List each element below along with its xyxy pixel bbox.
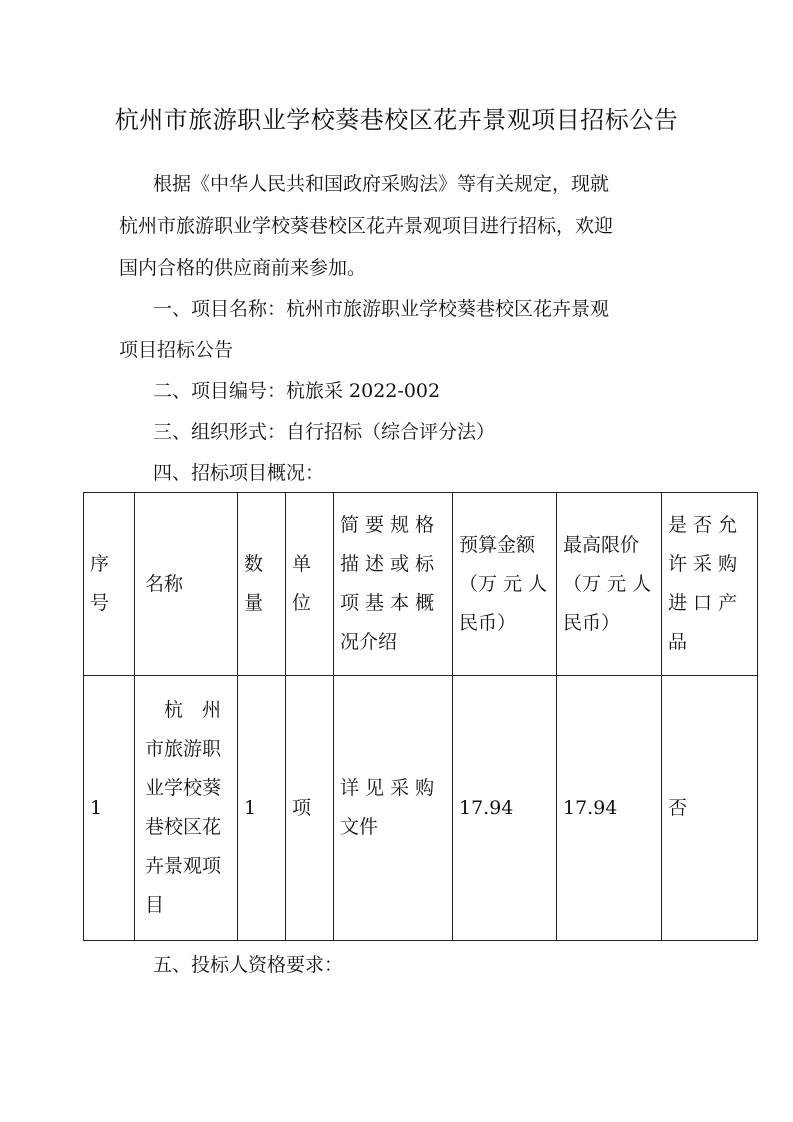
project-overview-table bbox=[83, 492, 758, 941]
header-import-allowed bbox=[662, 493, 758, 676]
cell-index bbox=[84, 676, 135, 941]
header-description bbox=[334, 493, 453, 676]
header-import-line: 进 口 产 bbox=[668, 592, 738, 614]
header-budget-line: （万 元 人 bbox=[459, 572, 548, 595]
section-5: 五、投标人资格要求： bbox=[153, 954, 344, 976]
section-3: 三、组织形式：自行招标（综合评分法） bbox=[153, 421, 496, 443]
section-2: 二、项目编号：杭旅采 2022-002 bbox=[153, 380, 441, 402]
intro-line-3: 国内合格的供应商前来参加。 bbox=[119, 257, 367, 279]
document-title: 杭州市旅游职业学校葵巷校区花卉景观项目招标公告 bbox=[114, 106, 679, 134]
cell-index-text: 1 bbox=[90, 796, 103, 819]
cell-name-line: 巷校区花 bbox=[145, 816, 222, 838]
header-quantity-line: 数 bbox=[244, 553, 264, 575]
cell-budget bbox=[453, 676, 557, 941]
header-name bbox=[135, 493, 238, 676]
cell-name-line: 杭 州 bbox=[145, 699, 222, 721]
section-1-line-1: 一、项目名称：杭州市旅游职业学校葵巷校区花卉景观 bbox=[153, 298, 610, 320]
cell-budget-text: 17.94 bbox=[459, 796, 514, 819]
header-max-price-line: （万 元 人 bbox=[563, 572, 652, 595]
cell-unit-text: 项 bbox=[292, 796, 312, 819]
header-description-line: 项 基 本 概 bbox=[340, 592, 435, 614]
header-import-line: 是 否 允 bbox=[668, 514, 738, 536]
header-max-price-line: 民币） bbox=[563, 611, 621, 634]
cell-description-line: 详 见 采 购 bbox=[340, 777, 435, 799]
table-header-row bbox=[84, 493, 758, 676]
cell-quantity-text: 1 bbox=[244, 796, 257, 819]
header-index-line: 号 bbox=[90, 592, 110, 614]
section-1-line-2: 项目招标公告 bbox=[119, 339, 234, 361]
header-budget-line: 预算金额 bbox=[459, 533, 536, 556]
header-quantity bbox=[238, 493, 286, 676]
cell-max-price bbox=[557, 676, 662, 941]
header-description-line: 简 要 规 格 bbox=[340, 514, 435, 536]
cell-quantity bbox=[238, 676, 286, 941]
header-name-text: 名称 bbox=[145, 572, 184, 595]
cell-name-line: 卉景观项 bbox=[145, 855, 222, 877]
header-description-line: 况介绍 bbox=[340, 631, 398, 653]
header-description-line: 描 述 或 标 bbox=[340, 553, 435, 575]
cell-max-price-text: 17.94 bbox=[563, 796, 618, 819]
header-unit-line: 单 bbox=[292, 553, 312, 575]
header-quantity-line: 量 bbox=[244, 592, 264, 614]
header-budget-line: 民币） bbox=[459, 611, 517, 634]
cell-unit bbox=[286, 676, 334, 941]
header-index-line: 序 bbox=[90, 553, 110, 575]
cell-import-allowed bbox=[662, 676, 758, 941]
header-import-line: 许 采 购 bbox=[668, 553, 738, 575]
header-budget bbox=[453, 493, 557, 676]
header-unit bbox=[286, 493, 334, 676]
cell-name bbox=[135, 676, 238, 941]
cell-name-line: 市旅游职 bbox=[145, 738, 222, 760]
cell-import-allowed-text: 否 bbox=[668, 796, 688, 819]
cell-description-line: 文件 bbox=[340, 816, 379, 838]
intro-line-1: 根据《中华人民共和国政府采购法》等有关规定，现就 bbox=[153, 173, 610, 195]
table-row bbox=[84, 676, 758, 941]
header-index bbox=[84, 493, 135, 676]
cell-name-line: 目 bbox=[145, 894, 165, 916]
intro-line-2: 杭州市旅游职业学校葵巷校区花卉景观项目进行招标，欢迎 bbox=[119, 215, 614, 237]
header-unit-line: 位 bbox=[292, 592, 312, 614]
header-import-line: 品 bbox=[668, 631, 688, 653]
cell-description bbox=[334, 676, 453, 941]
cell-name-line: 业学校葵 bbox=[145, 777, 222, 799]
header-max-price-line: 最高限价 bbox=[563, 533, 640, 556]
header-max-price bbox=[557, 493, 662, 676]
section-4: 四、招标项目概况： bbox=[153, 462, 325, 484]
